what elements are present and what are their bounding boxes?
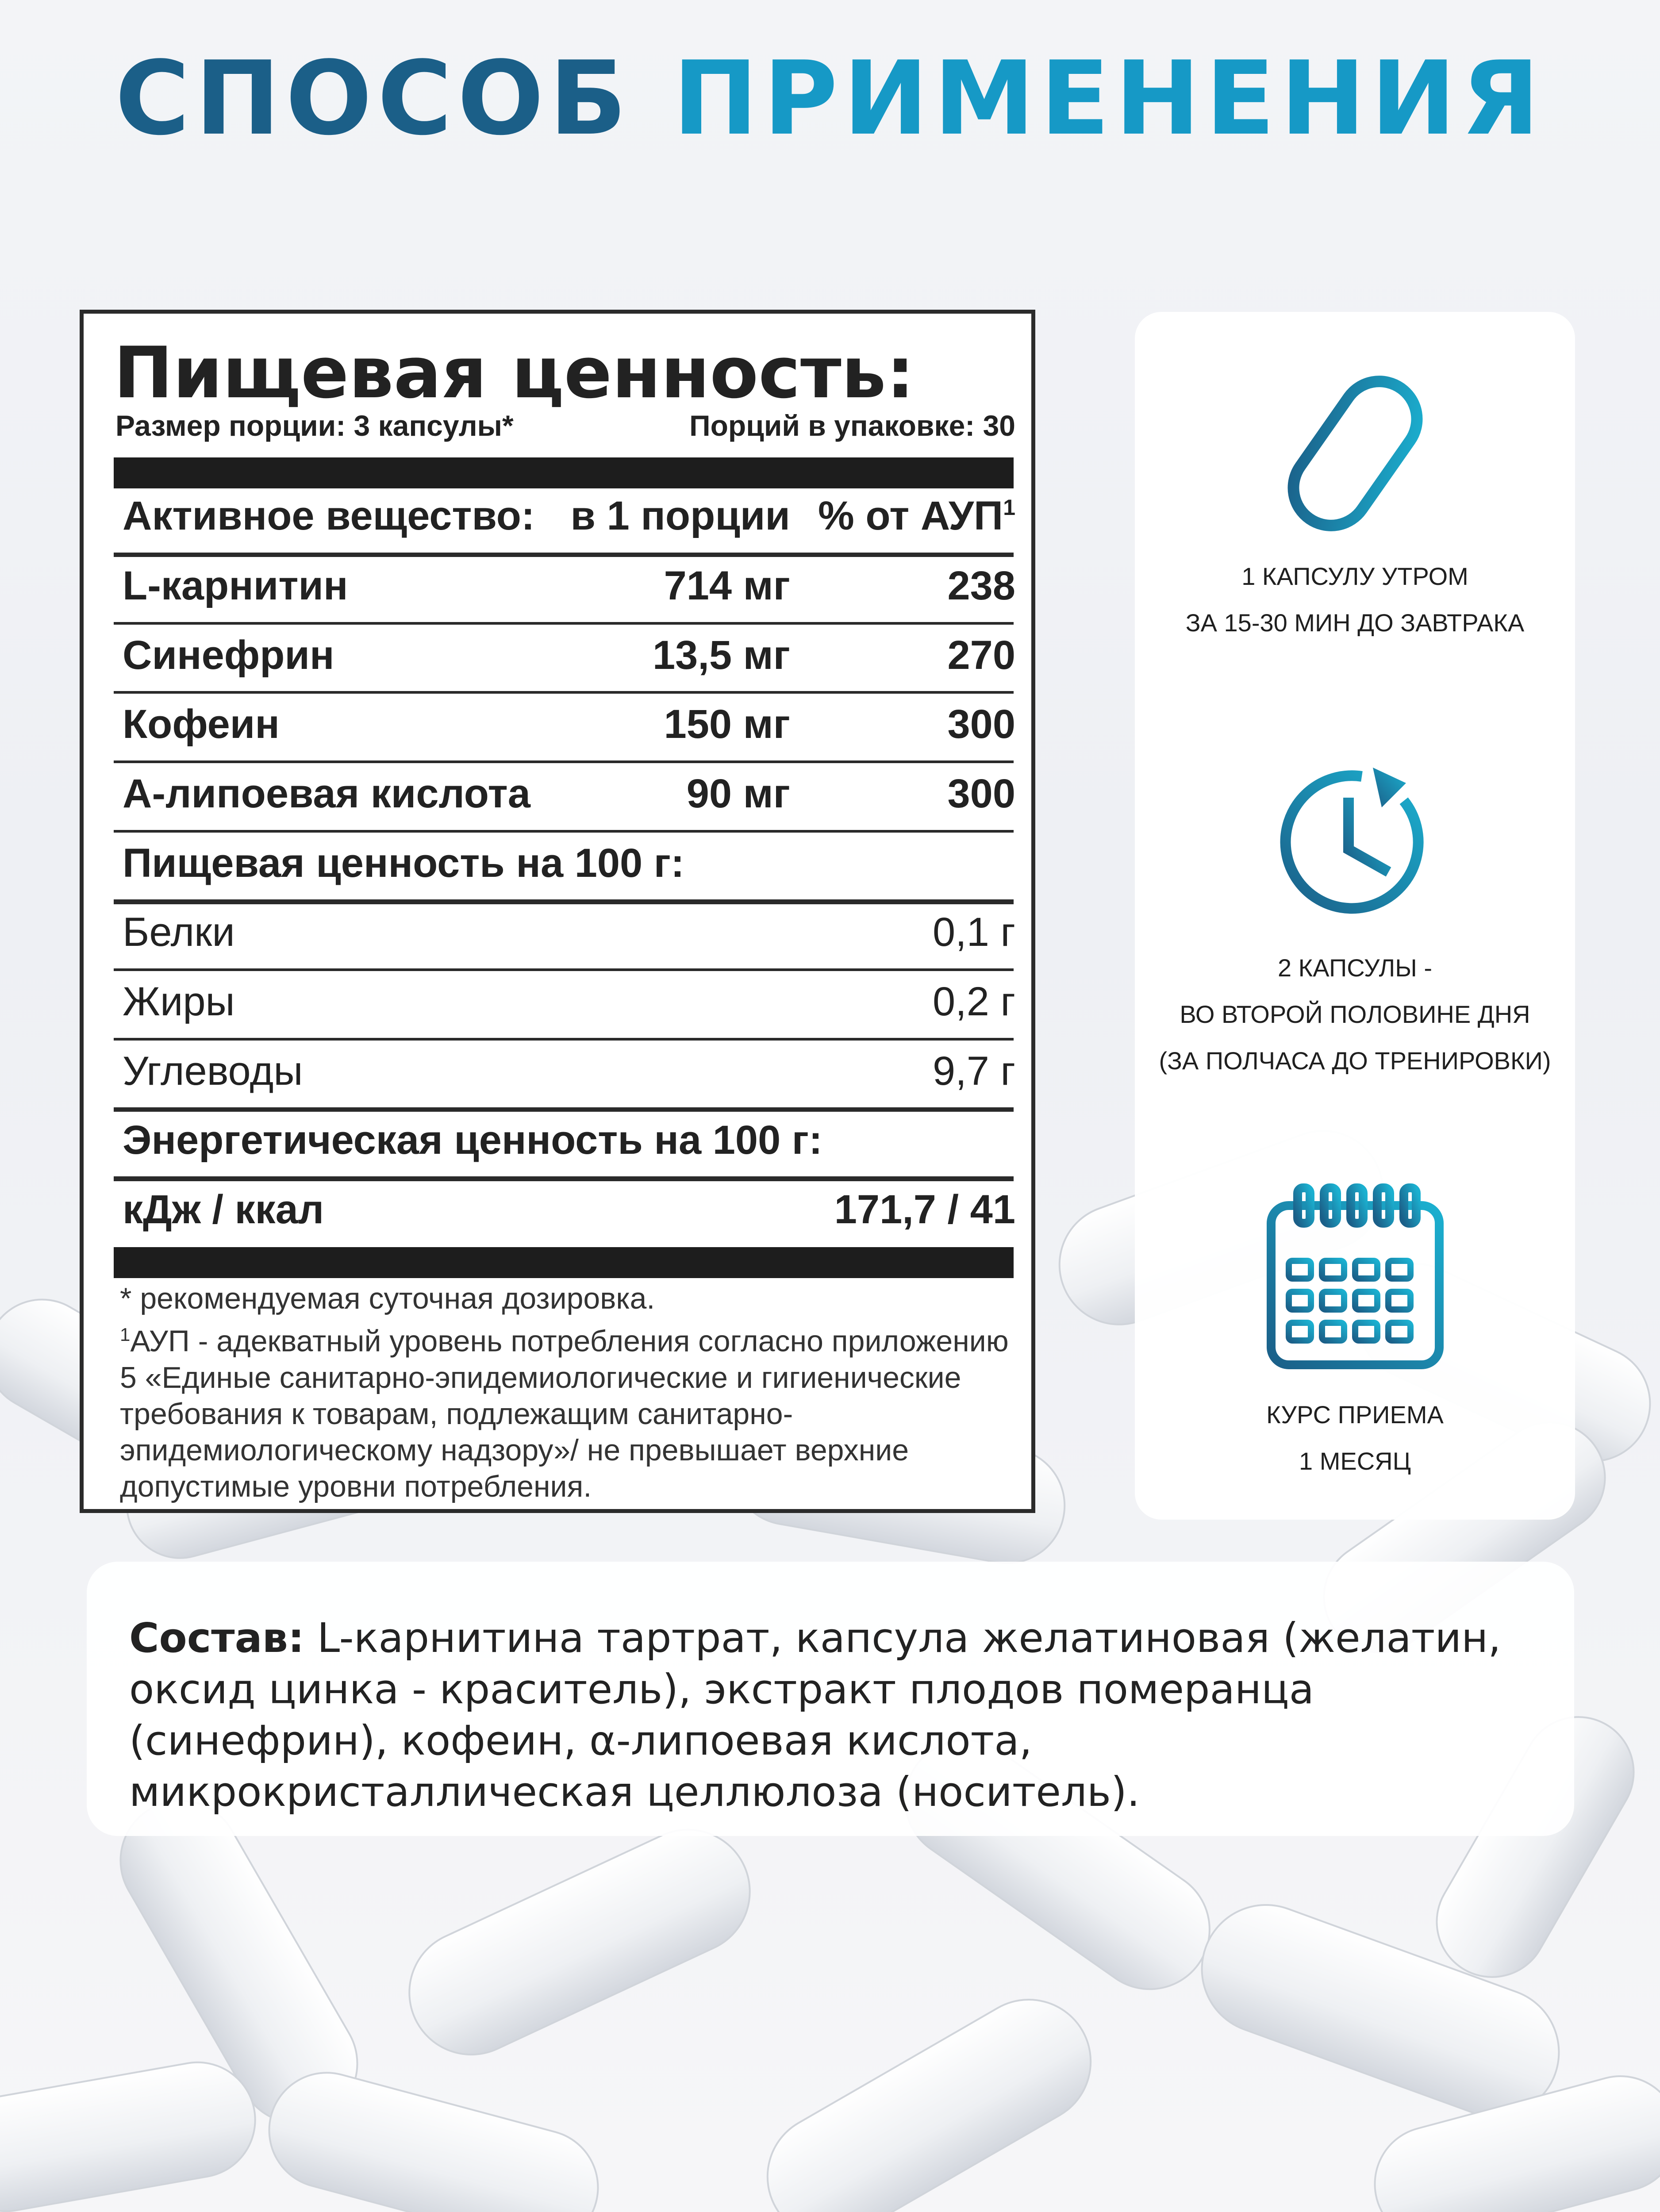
page-title-word1: СПОСОБ [115,40,632,158]
page-title [0,40,1660,158]
row-divider [114,622,1014,625]
composition-label: Состав: [129,1614,304,1662]
usage-card [1135,312,1575,1520]
row-divider [114,1038,1014,1041]
servings-per-pack: Порций в упаковке: 30 [689,409,1015,442]
divider-bar [114,457,1014,488]
usage-line: ЗА 15-30 МИН ДО ЗАВТРАКА [1185,609,1525,637]
usage-line: 1 КАПСУЛУ УТРОМ [1241,562,1468,590]
active-row-percent: 300 [947,702,1015,747]
header-per-serving: в 1 порции [570,493,790,538]
footnote-sup: 1 [120,1324,131,1345]
header-percent [818,493,1015,539]
active-row-name: Синефрин [123,633,334,678]
nutrition-panel [80,310,1035,1513]
header-substance: Активное вещество: [123,493,535,538]
per100-heading: Пищевая ценность на 100 г: [123,841,684,886]
composition-card [87,1562,1574,1836]
active-row-name: Кофеин [123,702,280,747]
page-title-word2: ПРИМЕНЕНИЯ [672,40,1545,158]
capsule-icon [1271,369,1439,538]
footnote-text: АУП - адекватный уровень потребления согласно приложению 5 «Единые санитарно-эпидемиологические и гигиенические требования к товарам, подлежащим санитарно-эпидемиологическому надзору»/ не превышает верхние допустимые уровни потребления. [120,1324,1009,1503]
row-divider [114,553,1014,557]
usage-line: 1 МЕСЯЦ [1299,1447,1411,1475]
row-divider [114,1107,1014,1112]
macro-name: Жиры [123,979,235,1024]
active-row-percent: 270 [947,633,1015,678]
composition-text [129,1613,1534,1818]
active-row-name: L-карнитин [123,563,348,608]
row-divider [114,760,1014,763]
macro-value: 9,7 г [932,1048,1015,1094]
footnote-line: * рекомендуемая суточная дозировка. [120,1282,655,1315]
row-divider [114,691,1014,694]
macro-name: Белки [123,910,235,955]
divider-bar [114,1247,1014,1278]
footnote-line [120,1317,1022,1505]
active-row-amount: 714 мг [664,563,790,608]
usage-line: КУРС ПРИЕМА [1266,1401,1444,1429]
active-row-percent: 300 [947,771,1015,816]
row-divider [114,899,1014,904]
active-row-amount: 13,5 мг [653,633,790,678]
active-row-name: А-липоевая кислота [123,771,530,816]
usage-text-3 [1135,1391,1575,1484]
clock-icon [1271,759,1439,927]
row-divider [114,968,1014,971]
composition-body: L-карнитина тартрат, капсула желатиновая (желатин, оксид цинка - краситель), экстракт плодов померанца (синефрин), кофеин, α-липоевая кислота, микрокристаллическая целлюлоза (носитель). [129,1614,1501,1816]
usage-text-2 [1135,945,1575,1084]
usage-line: 2 КАПСУЛЫ - [1277,954,1433,982]
macro-value: 0,1 г [932,910,1015,955]
energy-name: кДж / ккал [123,1187,324,1232]
macro-value: 0,2 г [932,979,1015,1024]
energy-value: 171,7 / 41 [834,1187,1015,1232]
header-percent-sup: 1 [1003,495,1015,520]
macro-name: Углеводы [123,1048,303,1094]
header-percent-label: % от АУП [818,493,1003,538]
serving-size: Размер порции: 3 капсулы* [115,409,514,442]
row-divider [114,830,1014,833]
row-divider [114,1176,1014,1181]
usage-line: (ЗА ПОЛЧАСА ДО ТРЕНИРОВКИ) [1159,1047,1551,1075]
active-row-amount: 90 мг [686,771,790,816]
active-row-amount: 150 мг [664,702,790,747]
nutrition-heading: Пищевая ценность: [114,331,915,414]
active-row-percent: 238 [947,563,1015,608]
usage-text-1 [1135,553,1575,646]
calendar-icon [1262,1179,1448,1374]
footnote [120,1280,1022,1505]
energy-heading: Энергетическая ценность на 100 г: [123,1118,822,1163]
usage-line: ВО ВТОРОЙ ПОЛОВИНЕ ДНЯ [1180,1000,1530,1028]
